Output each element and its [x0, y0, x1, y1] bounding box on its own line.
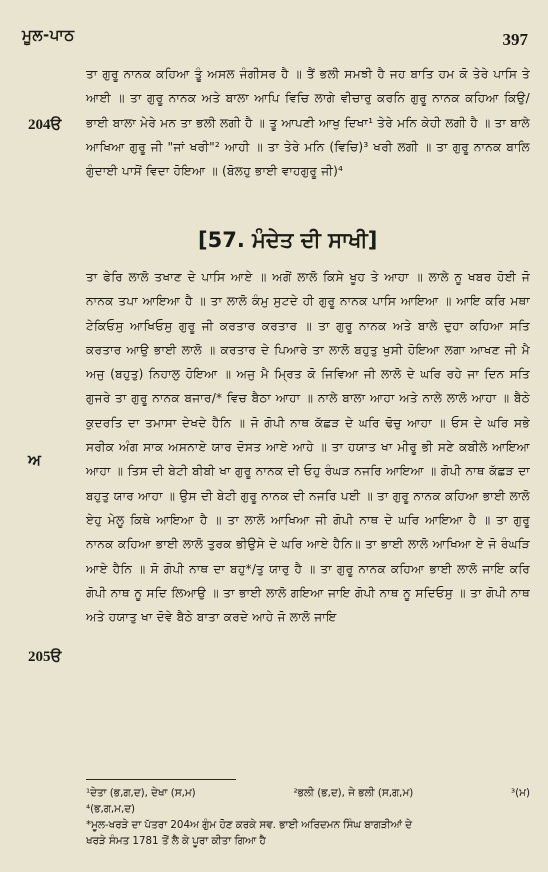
page-number: 397: [502, 30, 528, 49]
footnote-star-line-2: ਖਰੜੇ ਸੰਮਤ 1781 ਤੋਂ ਲੈ ਕੇ ਪੂਰਾ ਕੀਤਾ ਗਿਆ ਹੈ: [86, 835, 266, 847]
margin-note-204: 204ੳ: [28, 117, 62, 133]
footnotes: [86, 785, 530, 849]
paragraph-1: ਤਾ ਗੁਰੂ ਨਾਨਕ ਕਹਿਆ ਤੂੰ ਅਸਲ ਜੰਗੀਸਰ ਹੈ ॥ ਤੈਂ ਭਲੀ ਸਮਝੀ ਹੈ ਜਹ ਬਾਤਿ ਹਮ ਕੋ ਤੇਰੇ ਪਾਸਿ ਤੇ ਆਈ ॥ ਤਾ ਗੁਰੂ ਨਾਨਕ ਅਤੇ ਬਾਲਾ ਆਪਿ ਵਿਚਿ ਲਾਗੇ ਵੀਚਾਰੁ ਕਰਨਿ ਗੁਰੂ ਨਾਨਕ ਕਹਿਆ ਕਿਉ/ਭਾਈ ਬਾਲਾ ਮੇਰੇ ਮਨ ਤਾ ਭਲੀ ਲਗੀ ਹੈ ॥ ਤੂ ਆਪਣੀ ਆਖੁ ਦਿਖਾ¹ ਤੇਰੇ ਮਨਿ ਕੇਹੀ ਲਗੀ ਹੈ ॥ ਤਾ ਬਾਲੇ ਆਖਿਆ ਗੁਰੂ ਜੀ "ਜਾਂ ਖਰੀ"² ਆਹੀ ॥ ਤਾ ਤੇਰੇ ਮਨਿ (ਵਿਚਿ)³ ਖਰੀ ਲਗੀ ॥ ਤਾ ਗੁਰੂ ਨਾਨਕ ਬਾਲਿ ਗੁੰਦਾਈ ਪਾਸੋਂ ਵਿਦਾ ਹੋਇਆ ॥ (ਬੋਲਹੁ ਭਾਈ ਵਾਹਗੁਰੂ ਜੀ)⁴: [86, 67, 530, 179]
footnote-1: ¹ਦੇਤਾ (ਭ,ਗ,ਦ), ਦੇਖਾ (ਸ,ਮ): [86, 787, 196, 799]
margin-note-205: 205ੳ: [28, 649, 62, 665]
margin-note-a: ਅ: [28, 453, 41, 469]
footnote-3: ³(ਮ): [511, 787, 530, 799]
footnote-divider: [86, 779, 236, 780]
footnote-row-1: [86, 785, 530, 801]
footnote-2: ²ਭਲੀ (ਭ,ਦ), ਜੇ ਭਲੀ (ਸ,ਗ,ਮ): [293, 787, 414, 799]
section-heading: [57. ਮੰਦੇਤ ਦੀ ਸਾਖੀ]: [198, 228, 378, 252]
footnote-star-line-1: *ਮੂਲ-ਖਰੜੇ ਦਾ ਪੱਤਰਾ 204ਅ ਗੁੰਮ ਹੋਣ ਕਰਕੇ ਸਵ. ਭਾਈ ਅਰਿਦਮਨ ਸਿੰਘ ਬਾਗੜੀਆਂ ਦੇ: [86, 819, 412, 831]
footnote-4: ⁴(ਭ,ਗ,ਮ,ਦ): [86, 803, 136, 815]
running-title: ਮੂਲ-ਪਾਠ: [22, 26, 75, 44]
paragraph-2: ਤਾ ਫੇਰਿ ਲਾਲੋ ਤਖਾਣ ਦੇ ਪਾਸਿ ਆਏ ॥ ਅਗੋਂ ਲਾਲੋ ਕਿਸੇ ਖੂਹ ਤੇ ਆਹਾ ॥ ਲਾਲੇ ਨੂ ਖਬਰ ਹੋਈ ਜੋ ਨਾਨਕ ਤਪਾ ਆਇਆ ਹੈ ॥ ਤਾ ਲਾਲੋ ਕੰਮੁ ਸੁਟਦੇ ਹੀ ਗੁਰੂ ਨਾਨਕ ਪਾਸਿ ਆਇਆ ॥ ਆਇ ਕਰਿ ਮਥਾ ਟੇਕਿਓਸੁ ਆਖਿਓਸੁ ਗੁਰੂ ਜੀ ਕਰਤਾਰ ਕਰਤਾਰ ॥ ਤਾ ਗੁਰੂ ਨਾਨਕ ਅਤੇ ਬਾਲੇ ਦੁਹਾ ਕਹਿਆ ਸਤਿ ਕਰਤਾਰ ਆਉ ਭਾਈ ਲਾਲੋ ॥ ਕਰਤਾਰ ਦੇ ਪਿਆਰੇ ਤਾ ਲਾਲੋ ਬਹੁਤੁ ਖੁਸੀ ਹੋਇਆ ਲਗਾ ਆਖਣ ਜੀ ਮੈ ਅਜੁ (ਬਹੁਤੁ) ਨਿਹਾਲੁ ਹੋਇਆ ॥ ਅਜੁ ਮੈ ਮ੍ਰਿਤ ਕੋ ਜਿਵਿਆ ਜੀ ਲਾਲੋ ਦੇ ਘਰਿ ਰਹੇ ਜਾ ਦਿਨ ਸਤਿ ਗੁਜਰੇ ਤਾ ਗੁਰੂ ਨਾਨਕ ਬਜਾਰ/* ਵਿਚ ਬੈਠਾ ਆਹਾ ॥ ਨਾਲੇ ਬਾਲਾ ਆਹਾ ਅਤੇ ਨਾਲੇ ਲਾਲੋ ਆਹਾ ॥ ਬੈਠੇ ਕੁਦਰਤਿ ਦਾ ਤਮਾਸਾ ਦੇਖਦੇ ਹੈਨਿ ॥ ਜੋ ਗੋਪੀ ਨਾਥ ਕੱਛੜ ਦੇ ਘਰਿ ਢੋਚੁ ਆਹਾ ॥ ਓਸ ਦੇ ਘਰਿ ਸਭੇ ਸਰੀਕ ਅੰਗ ਸਾਕ ਅਸਨਾਏ ਯਾਰ ਦੋਸਤ ਆਏ ਆਹੇ ॥ ਤਾ ਹਯਾਤ ਖਾ ਮੀਰੂ ਭੀ ਸਣੇ ਕਬੀਲੇ ਆਇਆ ਆਹਾ ॥ ਤਿਸ ਦੀ ਬੇਟੀ ਬੀਬੀ ਖਾ ਗੁਰੂ ਨਾਨਕ ਦੀ ਓਹੁ ਰੰਘੜ ਨਜਰਿ ਆਇਆ ॥ ਗੋਪੀ ਨਾਥ ਕੱਛੜ ਦਾ ਬਹੁਤੁ ਯਾਰ ਆਹਾ ॥ ਉਸ ਦੀ ਬੇਟੀ ਗੁਰੂ ਨਾਨਕ ਦੀ ਨਜਰਿ ਪਈ ॥ ਤਾ ਗੁਰੂ ਨਾਨਕ ਕਹਿਆ ਭਾਈ ਲਾਲੋ ਏਹੁ ਮੇਲੂ ਕਿਥੇ ਆਇਆ ਹੈ ॥ ਤਾ ਲਾਲੋ ਆਖਿਆ ਜੀ ਗੋਪੀ ਨਾਥ ਦੇ ਘਰਿ ਆਇਆ ਹੈ ॥ ਤਾ ਗੁਰੂ ਨਾਨਕ ਕਹਿਆ ਭਾਈ ਲਾਲੋ ਤੁਰਕ ਭੀਉਸੇ ਦੇ ਘਰਿ ਆਏ ਹੈਨਿ॥ ਤਾ ਭਾਈ ਲਾਲੋ ਆਖਿਆ ਏ ਜੋ ਰੰਘੜਿ ਆਏ ਹੈਨਿ ॥ ਸੋ ਗੋਪੀ ਨਾਥ ਦਾ ਬਹੁ*/ਤੁ ਯਾਰੁ ਹੈ ॥ ਤਾ ਗੁਰੂ ਨਾਨਕ ਕਹਿਆ ਭਾਈ ਲਾਲੋ ਜਾਇ ਕਰਿ ਗੋਪੀ ਨਾਥ ਨੂ ਸਦਿ ਲਿਆਉ ॥ ਤਾ ਭਾਈ ਲਾਲੋ ਗਇਆ ਜਾਇ ਗੋਪੀ ਨਾਥ ਨੂ ਸਦਿਓਸੁ ॥ ਤਾ ਗੋਪੀ ਨਾਥ ਅਤੇ ਹਯਾਤੁ ਖਾ ਦੋਵੇ ਬੈਠੇ ਬਾਤਾ ਕਰਦੇ ਆਹੇ ਜੋ ਲਾਲੋ ਜਾਇ: [86, 270, 530, 625]
